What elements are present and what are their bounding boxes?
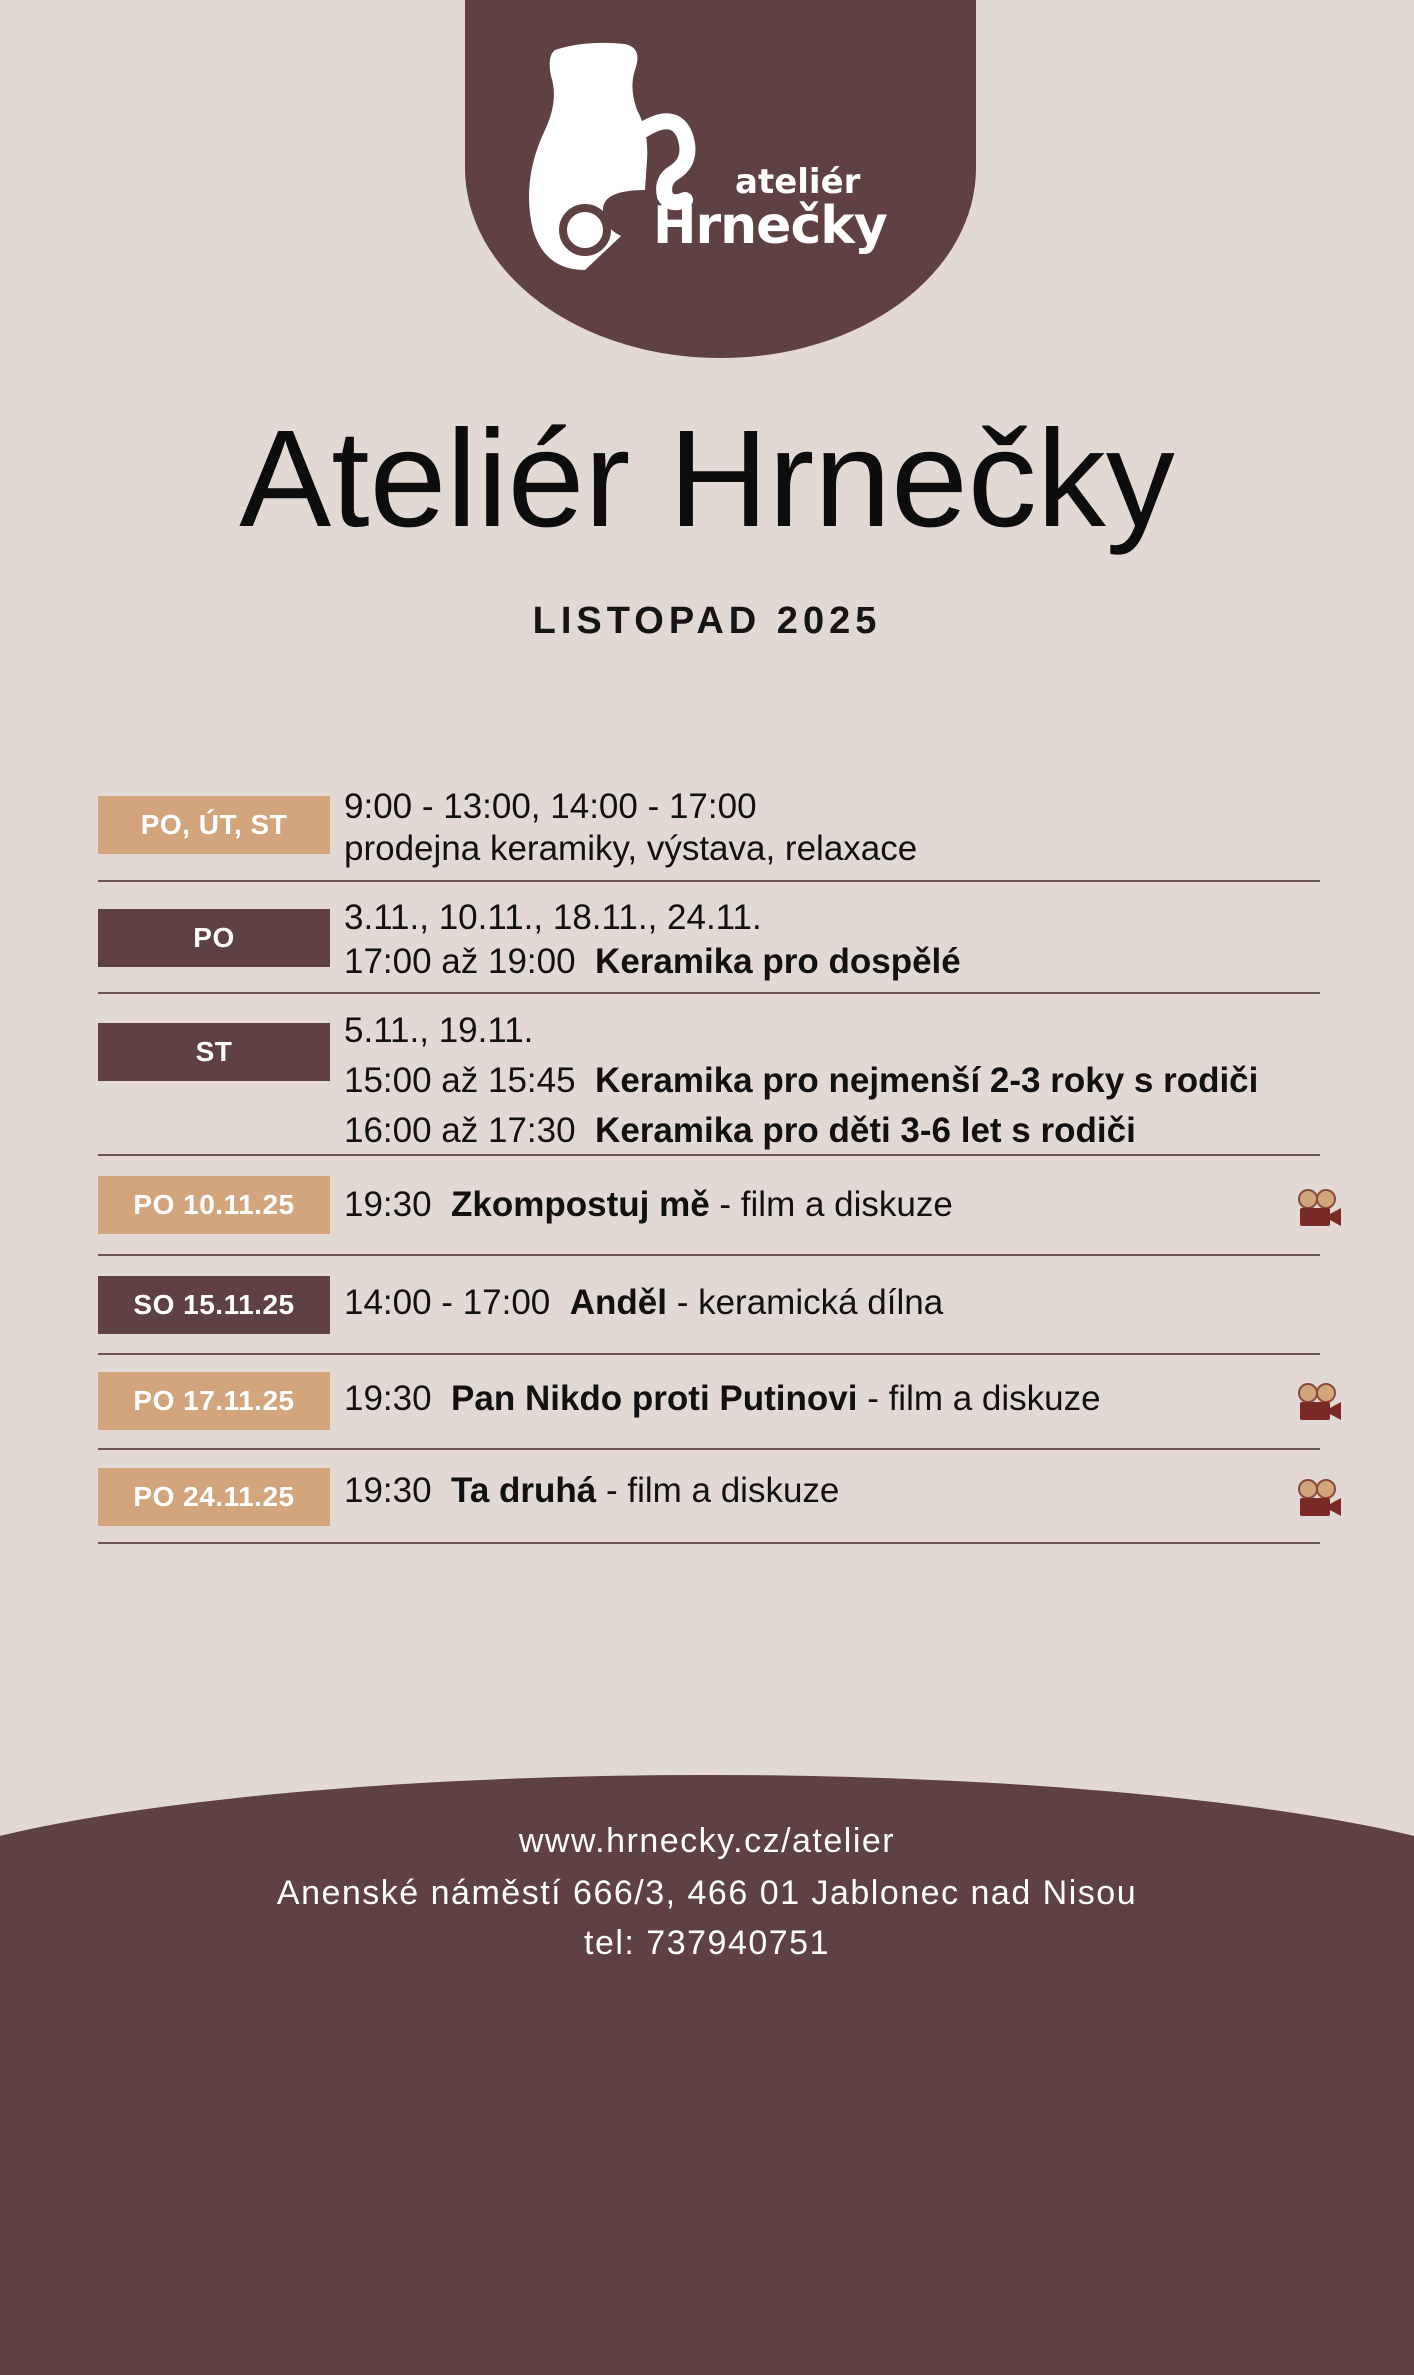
row-time: 15:00 až 15:45 — [344, 1061, 576, 1100]
schedule-row — [98, 1276, 1320, 1356]
row-text — [344, 786, 917, 870]
row-time: 19:30 — [344, 1471, 432, 1510]
row-time: 14:00 - 17:00 — [344, 1283, 551, 1322]
row-line: 3.11., 10.11., 18.11., 24.11. — [344, 898, 762, 937]
logo-header — [465, 0, 976, 358]
logo-big-text: Hrnečky — [653, 196, 887, 256]
page-title: Ateliér Hrnečky — [239, 402, 1175, 556]
day-tag: PO — [98, 909, 330, 967]
row-time: 16:00 až 17:30 — [344, 1111, 576, 1150]
event-name: Keramika pro dospělé — [595, 942, 961, 981]
row-line — [344, 1056, 1258, 1106]
day-tag: PO 17.11.25 — [98, 1372, 330, 1430]
footer-phone[interactable]: tel: 737940751 — [584, 1924, 830, 1962]
row-line — [344, 940, 961, 984]
row-line: 9:00 - 13:00, 14:00 - 17:00 — [344, 787, 757, 826]
row-text — [344, 1280, 943, 1326]
row-line — [344, 1376, 1101, 1422]
schedule-row — [98, 1176, 1320, 1256]
row-text — [344, 1182, 953, 1228]
footer-shape — [0, 1775, 1414, 2375]
film-camera-icon — [1296, 1382, 1342, 1422]
row-line: prodejna keramiky, výstava, relaxace — [344, 829, 918, 868]
logo-small-text: ateliér — [735, 162, 861, 202]
schedule-row — [98, 1468, 1320, 1548]
event-description: - keramická dílna — [676, 1283, 944, 1322]
row-line: 5.11., 19.11. — [344, 1011, 534, 1050]
row-divider — [98, 1448, 1320, 1450]
row-text — [344, 1468, 839, 1514]
film-camera-icon — [1296, 1478, 1342, 1518]
event-name: Keramika pro nejmenší 2-3 roky s rodiči — [595, 1061, 1259, 1100]
day-tag: ST — [98, 1023, 330, 1081]
film-camera-icon — [1296, 1188, 1342, 1228]
event-name: Ta druhá — [451, 1471, 597, 1510]
row-text — [344, 1006, 1258, 1156]
row-line — [344, 1280, 943, 1326]
schedule-row — [98, 786, 1320, 882]
event-name: Anděl — [569, 1283, 667, 1322]
footer-address: Anenské náměstí 666/3, 466 01 Jablonec nad Nisou — [276, 1874, 1138, 1912]
day-tag: SO 15.11.25 — [98, 1276, 330, 1334]
event-name: Keramika pro děti 3-6 let s rodiči — [595, 1111, 1136, 1150]
row-time: 19:30 — [344, 1185, 432, 1224]
row-divider — [98, 1254, 1320, 1256]
event-description: - film a diskuze — [719, 1185, 953, 1224]
event-name: Zkompostuj mě — [451, 1185, 710, 1224]
event-name: Pan Nikdo proti Putinovi — [451, 1379, 858, 1418]
footer-website[interactable]: www.hrnecky.cz/atelier — [518, 1822, 896, 1860]
row-divider — [98, 880, 1320, 882]
row-divider — [98, 1542, 1320, 1544]
row-line — [344, 1182, 953, 1228]
day-tag: PO 10.11.25 — [98, 1176, 330, 1234]
event-description: - film a diskuze — [605, 1471, 840, 1510]
event-description: - film a diskuze — [867, 1379, 1101, 1418]
row-text — [344, 1376, 1101, 1422]
page-subtitle: LISTOPAD 2025 — [532, 600, 882, 642]
day-tag: PO, ÚT, ST — [98, 796, 330, 854]
row-text — [344, 896, 961, 984]
schedule-row — [98, 1372, 1320, 1452]
row-line — [344, 1468, 839, 1514]
row-line — [344, 1106, 1258, 1156]
row-divider — [98, 1154, 1320, 1156]
schedule-row — [98, 1006, 1320, 1156]
schedule-row — [98, 896, 1320, 994]
row-time: 17:00 až 19:00 — [344, 942, 576, 981]
day-tag: PO 24.11.25 — [98, 1468, 330, 1526]
row-time: 19:30 — [344, 1379, 432, 1418]
row-divider — [98, 1353, 1320, 1355]
row-divider — [98, 992, 1320, 994]
